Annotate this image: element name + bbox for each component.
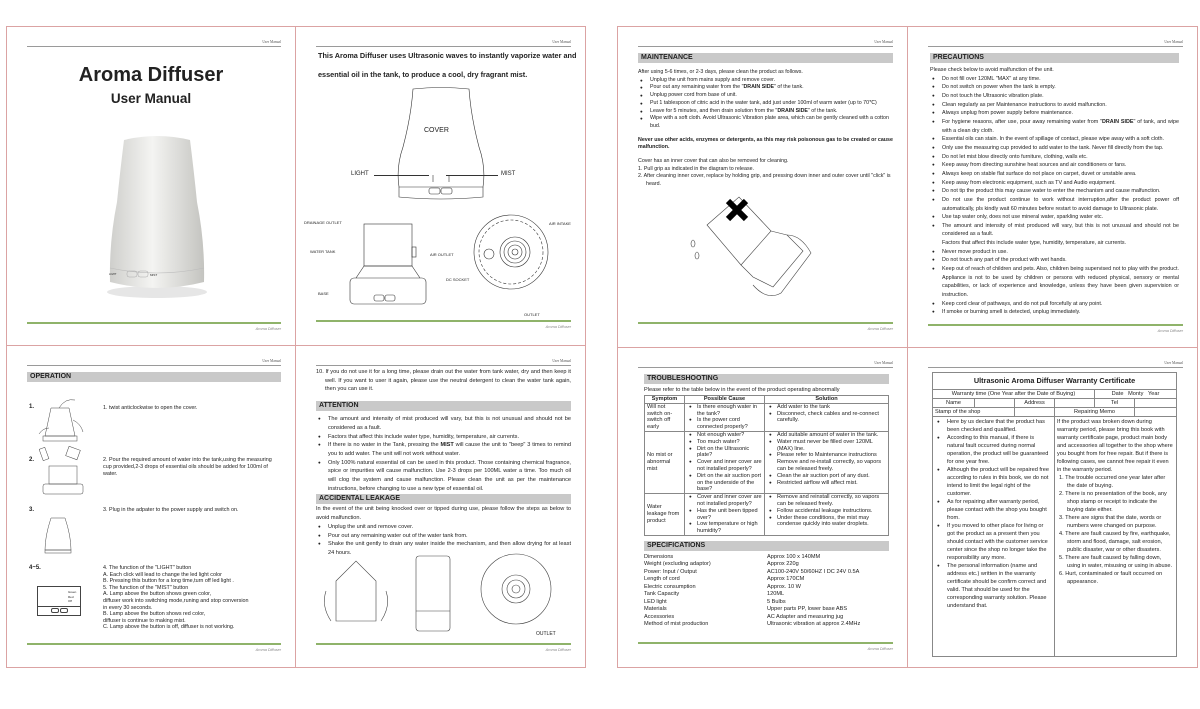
spec-label: Materials: [644, 606, 667, 613]
page-footer: Aroma Diffuser: [928, 324, 1183, 332]
solutions-cell: [765, 494, 889, 536]
spec-value: 120ML: [767, 591, 785, 598]
spec-value: AC100-240V 50/60HZ I DC 24V 0.5A: [767, 568, 860, 575]
step-2-number: 2.: [29, 457, 35, 463]
list-item: ● Do not touch any part of the product with wet hands.: [930, 256, 1179, 265]
attention-list: [316, 415, 571, 493]
spec-value: AC Adapter and measuring jug: [767, 613, 844, 620]
list-item: ● Is the power cord connected properly?: [687, 417, 762, 431]
panel-label-off: Off: [68, 599, 72, 603]
panel-label-red: Red: [68, 594, 74, 599]
list-item: ● Low temperature or high humidity?: [687, 521, 762, 535]
button-panel-illustration: [37, 586, 81, 616]
panel-label-green: Green: [68, 590, 77, 594]
warranty-left-list: [935, 418, 1052, 610]
text-segment: For hygiene reasons, after use, pour away remaining water from ": [942, 118, 1102, 125]
list-item: ● Use tap water only, does not use mineral water, sparkling water etc.: [930, 213, 1179, 222]
tel-field[interactable]: [1135, 399, 1177, 408]
list-item: ● Has the unit been tipped over?: [687, 508, 762, 522]
list-item: ● Put 1 tablespoon of citric acid in the water tank, add just under 100ml of warm water (up to 70℃): [638, 100, 893, 108]
list-item: ● Too much water?: [687, 439, 762, 446]
list-item: ● Do not fill over 120ML "MAX" at any time.: [930, 75, 1179, 84]
warranty-time: Warranty time (One Year after the Date of Buying): [933, 390, 1095, 399]
text-segment: " of the tank.: [807, 107, 838, 114]
memo-field[interactable]: [1135, 408, 1177, 417]
diffuser-bottom-diagram: [471, 212, 551, 292]
list-item: ● Add water to the tank: [767, 404, 886, 411]
text-segment: Leave for 5 minutes, and then drain solution from the ": [650, 107, 778, 114]
name-label: Name: [933, 399, 975, 408]
list-item: B. Pressing this button for a long time,turn off led light .: [103, 578, 234, 585]
cover-steps: [638, 166, 893, 189]
page-header: User Manual: [316, 39, 571, 47]
step-1-illustration: [37, 398, 87, 443]
precautions-intro: Please check below to avoid malfunction of the unit.: [930, 67, 1054, 73]
list-item: ● Do not use the product continue to work without interruption,after the product power off automatically, pls kindly wait 60 minutes before restart to avoid damage to Ultrasonic plate.: [930, 196, 1179, 213]
list-item: ● Pour out any remaining water out of the water tank from.: [316, 532, 571, 541]
page-maintenance: [617, 26, 908, 348]
list-item: 2. After cleaning inner cover, replace by holding grip, and pressing down inner and outer cover until "click" is heard.: [638, 173, 891, 188]
label-outlet: OUTLET: [524, 312, 540, 317]
list-item: [316, 441, 571, 458]
list-item: [638, 108, 893, 116]
list-item: ● The personal information (name and address etc.) written in the warranty certificate should be confirm correct and valid. That should be used for the corresponding warranty solution. Please understand that.: [935, 562, 1052, 610]
list-item: ● Please refer to Maintenance instructions Remove and re-install correctly, so vapors can be released freely.: [767, 452, 886, 472]
list-item: ● Add suitable amount of water in the tank.: [767, 432, 886, 439]
text-segment: " of tank, and wipe with a clean dry cloth.: [942, 118, 1179, 134]
tipped-diffuser-illustration: [683, 195, 823, 315]
page-header: User Manual: [638, 39, 893, 47]
list-item: ● Clean the air suction port of any dust.: [767, 473, 886, 480]
text-segment: If there is no water in the Tank, pressing the: [328, 442, 441, 449]
cover-light-label: LIGHT: [109, 273, 117, 276]
troubleshooting-table: [644, 395, 889, 536]
label-dc-socket: DC SOCKET: [446, 277, 470, 282]
spec-value: Approx 220g: [767, 561, 799, 568]
cover-title: Aroma Diffuser: [78, 64, 224, 86]
page-footer: Aroma Diffuser: [27, 322, 281, 330]
label-air-outlet: AIR OUTLET: [430, 252, 454, 257]
leakage-illustrations: [316, 551, 566, 641]
list-item: ● Cover and inner cover are not installed properly?: [687, 494, 762, 508]
list-item: 3. There are signs that the date, words or numbers were changed on purpose.: [1059, 515, 1162, 529]
list-item: ● Unplug the unit and remove cover.: [316, 523, 571, 532]
label-drainage-outlet: DRAINAGE OUTLET: [304, 220, 342, 225]
tel-label: Tel: [1095, 399, 1135, 408]
list-item: ● Clean regularly as per Maintenance instructions to avoid malfunction.: [930, 101, 1179, 110]
page-attention: [295, 345, 586, 668]
attention-heading: ATTENTION: [316, 401, 571, 411]
list-item: ● Unplug the unit from mains supply and remove cover.: [638, 77, 893, 85]
step-3-illustration: [39, 516, 79, 556]
spec-value: Approx. 10 W: [767, 583, 801, 590]
list-item: ● If smoke or burning smell is detected, unplug immediately.: [930, 308, 1179, 317]
spec-label: Accessories: [644, 613, 675, 620]
list-item: ● Not enough water?: [687, 432, 762, 439]
factors-note: Factors that affect this include water type, humidity, temperature, air currents.: [942, 240, 1127, 247]
page-header: User Manual: [27, 39, 281, 47]
name-field[interactable]: [975, 399, 1015, 408]
causes-cell: [685, 494, 765, 536]
spec-value: Upper parts PP, lower base ABS: [767, 606, 848, 613]
warranty-right-list: [1057, 474, 1174, 586]
page-troubleshooting: [617, 347, 908, 668]
list-item: ● Is there enough water in the tank?: [687, 404, 762, 418]
spec-label: Power: Input / Output: [644, 568, 697, 575]
precautions-list: [930, 75, 1179, 317]
stamp-label: Stamp of the shop: [933, 408, 1015, 417]
label-mist: MIST: [501, 171, 516, 177]
label-light: LIGHT: [351, 171, 369, 177]
list-item: ● Keep away from electronic equipment, such as TV and Audio equipment.: [930, 179, 1179, 188]
step-1-number: 1.: [29, 404, 35, 410]
list-item: in every 30 seconds.: [103, 604, 153, 611]
text-segment: Pour out any remaining water from the ": [650, 84, 744, 91]
solutions-cell: [765, 431, 889, 493]
causes-cell: [685, 431, 765, 493]
page-footer: Aroma Diffuser: [638, 322, 893, 330]
list-item: 5. There are fault caused by falling down, using in water, misusing or using in abuse.: [1059, 555, 1173, 569]
list-item: ● Keep out of reach of children and pets. Also, children being supervised not to play with the product. Appliance is not to be used by children or persons with reduced physical, sensory or mental capabilities, or lack of experience and knowledge, unless they have been given supervision or instruction.: [930, 265, 1179, 300]
intro-line-2: essential oil in the tank, to produce a cool, dry fragrant mist.: [318, 70, 528, 79]
spec-label: LED light: [644, 598, 667, 605]
spec-label: Dimensions: [644, 553, 674, 560]
page-footer: Aroma Diffuser: [27, 643, 281, 651]
page-footer: Aroma Diffuser: [316, 320, 571, 328]
list-item: ● Do not touch the Ultrasonic vibration plate.: [930, 92, 1179, 101]
list-item: ● Under these conditions, the mist may condense quickly into water droplets.: [767, 515, 886, 529]
list-item: 5. The function of the "MIST" button: [103, 584, 189, 591]
page-header: User Manual: [638, 360, 893, 368]
list-item: ● Dirt on the air suction port on the underside of the base?: [687, 473, 762, 493]
list-item: ● Although the product will be repaired free according to rules in this book, we do not intend to limit the legal right of the customer.: [935, 466, 1052, 498]
list-item: C. Lamp above the button is off, diffuser is not working.: [103, 624, 235, 631]
symptom-cell: Water leakage from product: [645, 494, 685, 536]
step-4-5-number: 4~5.: [29, 565, 41, 571]
page-precautions: [907, 26, 1198, 348]
list-item: 1. The trouble occurred one year later after the date of buying.: [1059, 475, 1166, 489]
operation-heading: OPERATION: [27, 372, 281, 382]
list-item: ● Unplug power cord from base of unit.: [638, 92, 893, 100]
page-footer: Aroma Diffuser: [316, 643, 571, 651]
maintenance-warning: Never use other acids, enzymes or detergents, as this may risk poisonous gas to be created or cause malfunction.: [638, 136, 893, 151]
prohibited-x-icon: [728, 201, 746, 219]
troubleshooting-intro: Please refer to the table below in the event of the product operating abnormally: [644, 387, 840, 393]
column-symptom: Symptom: [645, 396, 685, 404]
list-item: ● Disconnect, check cables and re-connect carefully.: [767, 411, 886, 425]
memo-label: Repairing Memo: [1055, 408, 1135, 417]
spec-label: Tank Capacity: [644, 591, 680, 598]
list-item: ● Remove and reinstall correctly, so vapors can be released freely.: [767, 494, 886, 508]
step-1-text: 1. twist anticlockwise to open the cover.: [103, 405, 198, 411]
solutions-list: [767, 494, 886, 528]
page-footer: Aroma Diffuser: [638, 642, 893, 650]
list-item: ● Keep away from directing sunshine heat sources and air conditioners or fans.: [930, 161, 1179, 170]
warranty-certificate: [932, 372, 1177, 657]
causes-list: [687, 404, 762, 431]
list-item: diffuser is continue to making mist.: [103, 617, 186, 624]
list-item: ● Do not switch on power when the tank is empty.: [930, 83, 1179, 92]
list-item: B. Lamp above the button shows red color,: [103, 611, 206, 618]
bold-text: MIST: [440, 442, 454, 449]
list-item: ● The amount and intensity of mist produced will vary, but this is not unusual and should not be considered as a fault.: [930, 222, 1179, 239]
page-cover: [6, 26, 296, 346]
maintenance-list: [638, 77, 893, 131]
list-item: diffuser work into switching mode,runing and stop conversion: [103, 597, 249, 604]
maintenance-intro: After using 5-6 times, or 2-3 days, please clean the product as follows.: [638, 69, 803, 75]
causes-cell: [685, 403, 765, 431]
list-item: [638, 84, 893, 92]
warranty-year-label: Year: [1148, 391, 1160, 397]
spec-value: Approx 170CM: [767, 576, 805, 583]
list-item: ● Dirt on the Ultrasonic plate?: [687, 446, 762, 460]
symptom-cell: No mist or abnormal mist: [645, 431, 685, 493]
list-item: A. Each click will lead to change the led light color: [103, 571, 222, 578]
precautions-heading: PRECAUTIONS: [930, 53, 1179, 63]
page-header: User Manual: [928, 39, 1183, 47]
label-base: BASE: [318, 291, 329, 296]
list-item: ● Here by us declare that the product has been checked and qualified.: [935, 418, 1052, 434]
text-segment: " of the tank.: [774, 84, 804, 91]
warranty-date-label: Date: [1111, 391, 1124, 397]
list-item: ● Do not tip the product this may cause water to enter the mechanism and cause malfunction.: [930, 187, 1179, 196]
warranty-right-intro: If the product was broken down during warranty period, please bring this book with warranty certificate page, product main body and accessories all together to the shop where you bought from for free repair. But if there is following cases, we cannot free repair it even in the warranty period.: [1057, 419, 1173, 473]
label-water-tank: WATER TANK: [310, 249, 336, 254]
specifications-heading: SPECIFICATIONS: [644, 541, 889, 551]
bold-text: DRAIN SIDE: [743, 84, 775, 91]
list-item: ● Water must never be filled over 120ML (MAX) line.: [767, 439, 886, 453]
list-item: ● Essential oils can stain. In the event of spillage of contact, please wipe away with a soft cloth.: [930, 135, 1179, 144]
symptom-cell: Will not switch on-switch off early: [645, 403, 685, 431]
spec-label: Electric consumption: [644, 583, 696, 590]
list-item: ● Wipe with a soft cloth. Avoid Ultrasonic Vibration plate area, which can be gently cleaned with a cotton bud.: [638, 115, 893, 130]
label-air-intake: AIR INTAKE: [549, 221, 571, 226]
table-row: [645, 431, 889, 493]
bold-text: DRAIN SIDE: [777, 107, 808, 114]
text-segment: will cause the unit to "beep" 3 times to remind you to add water. The unit will not work without water.: [328, 442, 571, 457]
column-solution: Solution: [765, 396, 889, 404]
spec-value: Approx 100 x 140MM: [767, 553, 821, 560]
list-item: ● If you moved to other place for living or got the product as a present then you should contact with the customer service center since the shop no longer take the responsibility any more.: [935, 522, 1052, 562]
attention-item-10: 10. If you do not use it for a long time, please drain out the water from tank water, dry and then keep it well. If you want to user it again, please use the neutral detergent to clean the water tank again, then you can use it.: [316, 369, 571, 393]
spec-value: 5 Bulbs: [767, 598, 786, 605]
list-item: ● Cover and inner cover are not installed properly?: [687, 459, 762, 473]
causes-list: [687, 432, 762, 493]
leakage-intro: In the event of the unit being knocked over or tipped during use, please follow the steps as below to avoid malfunction.: [316, 506, 571, 522]
warranty-title: Ultrasonic Aroma Diffuser Warranty Certificate: [933, 373, 1177, 390]
specifications-list: [644, 554, 889, 629]
column-possible-cause: Possible Cause: [685, 396, 765, 404]
spec-label: Length of cord: [644, 576, 680, 583]
causes-list: [687, 494, 762, 535]
page-header: User Manual: [316, 358, 571, 366]
warranty-month-label: Monty: [1128, 391, 1144, 397]
cover-subtitle: User Manual: [110, 91, 192, 106]
list-item: 1. Pull grip as indicated in the diagram to release.: [638, 165, 755, 172]
label-cover: COVER: [424, 127, 449, 134]
page-operation: [6, 345, 296, 668]
list-item: ● Follow accidental leakage instructions.: [767, 508, 886, 515]
stamp-field[interactable]: [1015, 408, 1055, 417]
step-2-text: 2. Pour the required amount of water into the tank,using the measuring cup provided,2-3 drops of essential oils should be added for 100ml of water.: [103, 457, 272, 477]
spec-label: Method of mist production: [644, 621, 709, 628]
list-item: ● Never move product in use.: [930, 248, 1179, 257]
troubleshooting-heading: TROUBLESHOOTING: [644, 374, 889, 384]
intro-line-1: This Aroma Diffuser uses Ultrasonic waves to instantly vaporize water and: [318, 51, 577, 60]
list-item: A. Lamp above the button shows green color,: [103, 591, 212, 598]
list-item: [930, 118, 1179, 135]
list-item: ● Only 100% natural essential oil can be used in this product. Those containing chemical fragrance, spice or impurities will cause malfunction. Use 2-3 drops per 100ML water a time. Too much oil will clog the system and cause malfunction. Please clean the unit as per the maintenance instructions, before changing to use a new type of essential oil.: [316, 459, 571, 494]
spec-label: Weight (excluding adaptor): [644, 561, 711, 568]
bold-text: DRAIN SIDE: [1101, 118, 1134, 125]
page-header: User Manual: [27, 358, 281, 366]
address-field[interactable]: [1055, 399, 1095, 408]
list-item: ● As for repairing after warranty period, please contact with the shop you bought from.: [935, 498, 1052, 522]
label-outlet: OUTLET: [536, 631, 556, 637]
step-3-number: 3.: [29, 507, 35, 513]
maintenance-heading: MAINTENANCE: [638, 53, 893, 63]
diffuser-side-diagram: [346, 222, 436, 312]
page-header: User Manual: [928, 360, 1183, 368]
list-item: ● Always keep on stable flat surface do not place on carpet, duvet or unstable area.: [930, 170, 1179, 179]
cover-mist-label: MIST: [150, 273, 158, 277]
list-item: ● According to this manual, if there is natural fault occurred during normal operation, the product will be guaranteed for one year free.: [935, 434, 1052, 466]
step-4-5-text: [103, 565, 283, 631]
list-item: ● Only use the measuring cup provided to add water to the tank. Never fill directly from the tap.: [930, 144, 1179, 153]
cover-intro: Cover has an inner cover that can also be removed for cleaning.: [638, 158, 789, 165]
address-label: Address: [1015, 399, 1055, 408]
table-row: [645, 494, 889, 536]
step-2-illustration: [39, 446, 89, 498]
step-3-text: 3. Plug in the adpater to the power supply and switch on.: [103, 507, 239, 513]
accidental-leakage-heading: ACCIDENTAL LEAKAGE: [316, 494, 571, 504]
list-item: ● Keep cord clear of pathways, and do not pull forcefully at any point.: [930, 300, 1179, 309]
list-item: 4. The function of the "LIGHT" button: [103, 565, 192, 571]
list-item: ● Do not let mist blow directly onto furniture, clothing, walls etc.: [930, 153, 1179, 162]
list-item: 2. There is no presentation of the book, any shop stamp or receipt to indicate the buying date either.: [1059, 491, 1167, 513]
solutions-cell: [765, 403, 889, 431]
page-warranty: [907, 347, 1198, 668]
spec-value: Ultrasonic vibration at approx 2.4MHz: [767, 621, 861, 628]
list-item: ● Shake the unit gently to drain any water inside the mechanism, and then allow drying for at least 24 hours.: [316, 540, 571, 557]
page-overview: [295, 26, 586, 346]
diffuser-front-diagram: [391, 87, 491, 207]
list-item: ● Restricted airflow will affect mist.: [767, 480, 886, 487]
list-item: 6. Hurt, contaminated or fault occurred on appearance.: [1059, 571, 1163, 585]
list-item: ● The amount and intensity of mist produced will vary, but this is not unusual and should not be considered as a fault.: [316, 415, 571, 432]
list-item: 4. There are fault caused by fire, earthquake, storm and flood, damage, salt erosion, public disaster, war or other disasters.: [1059, 531, 1171, 553]
solutions-list: [767, 404, 886, 424]
table-row: [645, 403, 889, 431]
solutions-list: [767, 432, 886, 486]
list-item: ● Factors that affect this include water type, humidity, temperature, air currents.: [316, 433, 571, 442]
list-item: ● Always unplug from power supply before maintenance.: [930, 109, 1179, 118]
